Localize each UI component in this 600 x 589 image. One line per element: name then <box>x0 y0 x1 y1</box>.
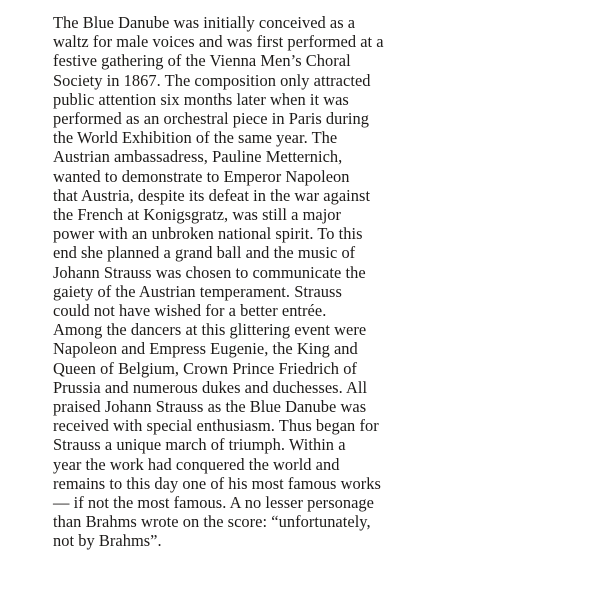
text-line: remains to this day one of his most famous works <box>53 473 381 493</box>
text-line: than Brahms wrote on the score: “unfortunately, <box>53 512 371 532</box>
text-line: received with special enthusiasm. Thus began for <box>53 416 379 436</box>
text-line: end she planned a grand ball and the music of <box>53 243 356 263</box>
text-line: not by Brahms”. <box>53 531 162 551</box>
text-line: Austrian ambassadress, Pauline Metternich, <box>53 147 343 167</box>
text-line: performed as an orchestral piece in Paris during <box>53 109 369 129</box>
text-line: public attention six months later when it was <box>53 89 349 109</box>
text-line: praised Johann Strauss as the Blue Danube was <box>53 397 367 417</box>
text-line: festive gathering of the Vienna Men’s Choral <box>53 51 351 71</box>
text-line: wanted to demonstrate to Emperor Napoleon <box>53 166 350 186</box>
text-line: Among the dancers at this glittering event were <box>53 320 367 340</box>
text-line: The Blue Danube was initially conceived as a <box>53 13 356 32</box>
text-line: Napoleon and Empress Eugenie, the King and <box>53 339 358 359</box>
text-line: year the work had conquered the world and <box>53 454 340 474</box>
text-line: power with an unbroken national spirit. To this <box>53 224 363 244</box>
text-line: — if not the most famous. A no lesser personage <box>53 493 375 513</box>
text-line: could not have wished for a better entrée. <box>53 301 327 321</box>
text-line: Queen of Belgium, Crown Prince Friedrich of <box>53 358 357 378</box>
text-line: the World Exhibition of the same year. The <box>53 128 338 148</box>
text-line: gaiety of the Austrian temperament. Strauss <box>53 281 342 301</box>
text-line: Society in 1867. The composition only attracted <box>53 70 371 90</box>
text-line: Strauss a unique march of triumph. Within a <box>53 435 346 455</box>
text-line: that Austria, despite its defeat in the war against <box>53 185 371 205</box>
text-line: the French at Konigsgratz, was still a major <box>53 205 342 225</box>
text-line: Prussia and numerous dukes and duchesses. All <box>53 377 368 397</box>
body-paragraph <box>53 13 573 551</box>
text-line: waltz for male voices and was first performed at a <box>53 32 384 52</box>
text-line: Johann Strauss was chosen to communicate the <box>53 262 366 282</box>
